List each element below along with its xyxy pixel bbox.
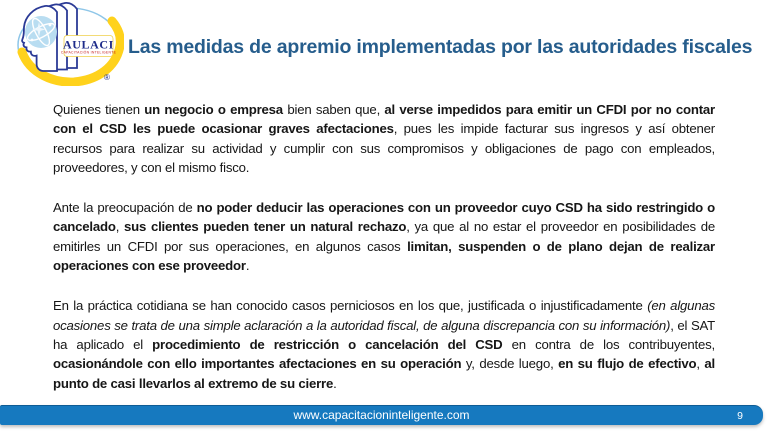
logo-tagline-text: CAPACITACIÓN INTELIGENTE	[60, 50, 117, 55]
page-title: Las medidas de apremio implementadas por las autoridades fiscales	[128, 36, 753, 58]
aulaci-logo	[12, 2, 124, 86]
logo-name-text: AULACI	[63, 37, 114, 52]
paragraph-2: Ante la preocupación de no poder deducir las operaciones con un proveedor cuyo CSD ha sido restringido o cancelado, sus clientes pueden tener un natural rechazo, ya que al no estar el proveedor en posibilidades de emitirles un CFDI por sus operaciones, en algunos casos limitan, suspenden o de plano dejan de realizar operaciones con ese proveedor.	[53, 200, 715, 274]
logo-wordmark	[61, 36, 117, 57]
aulaci-logo-icon	[12, 2, 124, 86]
footer-url: www.capacitacioninteligente.com	[293, 408, 470, 422]
page-number: 9	[737, 409, 743, 422]
logo-globe-icon	[25, 16, 57, 48]
paragraph-3: En la práctica cotidiana se han conocido casos perniciosos en los que, justificada o injustificadamente (en algunas ocasiones se trata de una simple aclaración a la autoridad fiscal, de alguna discrepancia con su información), el SAT ha aplicado el procedimiento de restricción o cancelación del CSD en contra de los contribuyentes, ocasionándole con ello importantes afectaciones en su operación y, desde luego, en su flujo de efectivo, al punto de casi llevarlos al extremo de su cierre.	[53, 298, 716, 391]
slide-body	[53, 100, 715, 414]
footer-bar	[0, 405, 763, 425]
registered-mark: ®	[104, 73, 110, 82]
paragraph-1: Quienes tienen un negocio o empresa bien saben que, al verse impedidos para emitir un CFDI por no contar con el CSD les puede ocasionar graves afectaciones, pues les impide facturar sus ingresos y así obtener recursos para realizar su actividad y cumplir con sus compromisos y obligaciones de pago con empleados, proveedores, y con el mismo fisco.	[53, 102, 715, 175]
